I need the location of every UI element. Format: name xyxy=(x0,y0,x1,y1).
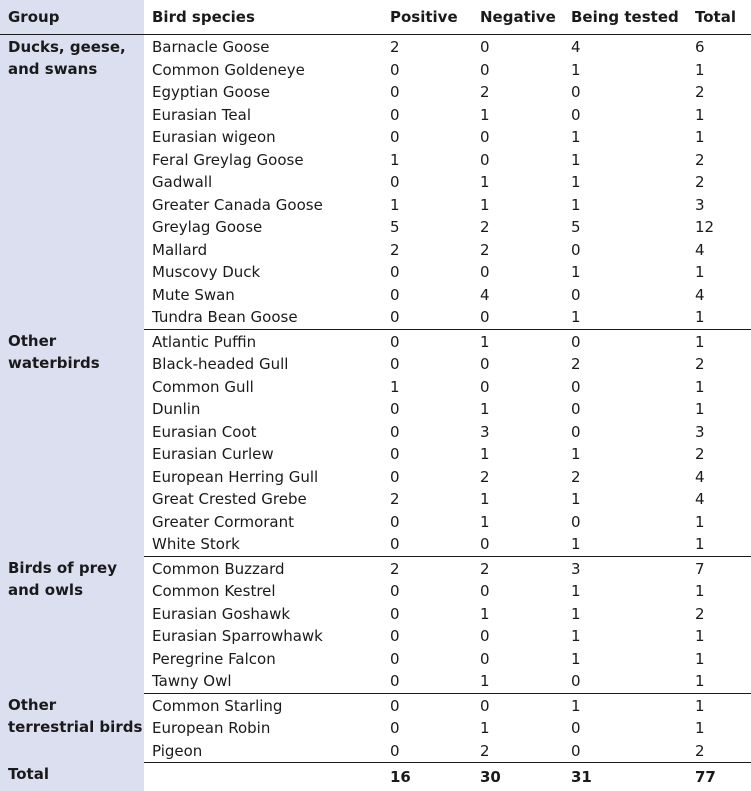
total-cell: 4 xyxy=(687,239,751,262)
negative-cell: 0 xyxy=(472,59,563,82)
positive-cell: 0 xyxy=(382,353,472,376)
positive-cell: 5 xyxy=(382,216,472,239)
being-tested-cell: 1 xyxy=(563,603,687,626)
totals-negative: 30 xyxy=(472,763,563,791)
positive-cell: 0 xyxy=(382,466,472,489)
positive-cell: 0 xyxy=(382,533,472,556)
being-tested-cell: 1 xyxy=(563,126,687,149)
being-tested-cell: 0 xyxy=(563,104,687,127)
species-cell: Common Gull xyxy=(144,376,382,399)
positive-cell: 0 xyxy=(382,59,472,82)
total-cell: 1 xyxy=(687,717,751,740)
positive-cell: 0 xyxy=(382,580,472,603)
species-cell: Feral Greylag Goose xyxy=(144,149,382,172)
species-cell: Eurasian Coot xyxy=(144,421,382,444)
positive-cell: 0 xyxy=(382,126,472,149)
being-tested-cell: 1 xyxy=(563,580,687,603)
being-tested-cell: 1 xyxy=(563,261,687,284)
table-row xyxy=(0,329,751,353)
negative-cell: 1 xyxy=(472,603,563,626)
header-total: Total xyxy=(687,0,751,35)
negative-cell: 0 xyxy=(472,376,563,399)
positive-cell: 0 xyxy=(382,398,472,421)
being-tested-cell: 0 xyxy=(563,81,687,104)
header-species: Bird species xyxy=(144,0,382,35)
table-row xyxy=(0,693,751,717)
being-tested-cell: 1 xyxy=(563,149,687,172)
negative-cell: 1 xyxy=(472,511,563,534)
being-tested-cell: 2 xyxy=(563,353,687,376)
total-cell: 1 xyxy=(687,580,751,603)
total-cell: 2 xyxy=(687,81,751,104)
species-cell: Eurasian Teal xyxy=(144,104,382,127)
being-tested-cell: 1 xyxy=(563,693,687,717)
total-cell: 2 xyxy=(687,353,751,376)
totals-blank-cell xyxy=(144,763,382,791)
negative-cell: 0 xyxy=(472,625,563,648)
species-cell: European Herring Gull xyxy=(144,466,382,489)
species-cell: Great Crested Grebe xyxy=(144,488,382,511)
negative-cell: 1 xyxy=(472,398,563,421)
negative-cell: 0 xyxy=(472,353,563,376)
negative-cell: 1 xyxy=(472,171,563,194)
species-cell: White Stork xyxy=(144,533,382,556)
total-cell: 1 xyxy=(687,533,751,556)
species-cell: Greylag Goose xyxy=(144,216,382,239)
positive-cell: 1 xyxy=(382,149,472,172)
positive-cell: 0 xyxy=(382,603,472,626)
total-cell: 2 xyxy=(687,443,751,466)
negative-cell: 1 xyxy=(472,194,563,217)
being-tested-cell: 1 xyxy=(563,443,687,466)
species-cell: Eurasian Goshawk xyxy=(144,603,382,626)
group-label: Other terrestrial birds xyxy=(0,693,144,763)
being-tested-cell: 5 xyxy=(563,216,687,239)
species-cell: Greater Canada Goose xyxy=(144,194,382,217)
species-cell: Eurasian Sparrowhawk xyxy=(144,625,382,648)
being-tested-cell: 0 xyxy=(563,511,687,534)
species-cell: Egyptian Goose xyxy=(144,81,382,104)
negative-cell: 2 xyxy=(472,216,563,239)
species-cell: Black-headed Gull xyxy=(144,353,382,376)
total-cell: 2 xyxy=(687,740,751,763)
negative-cell: 1 xyxy=(472,329,563,353)
being-tested-cell: 4 xyxy=(563,35,687,59)
total-cell: 1 xyxy=(687,648,751,671)
species-cell: Greater Cormorant xyxy=(144,511,382,534)
group-section xyxy=(0,693,751,763)
negative-cell: 1 xyxy=(472,443,563,466)
total-cell: 4 xyxy=(687,466,751,489)
positive-cell: 0 xyxy=(382,648,472,671)
being-tested-cell: 0 xyxy=(563,284,687,307)
total-cell: 1 xyxy=(687,59,751,82)
being-tested-cell: 0 xyxy=(563,239,687,262)
positive-cell: 0 xyxy=(382,670,472,693)
total-cell: 4 xyxy=(687,488,751,511)
negative-cell: 0 xyxy=(472,693,563,717)
total-cell: 3 xyxy=(687,194,751,217)
positive-cell: 0 xyxy=(382,306,472,329)
positive-cell: 0 xyxy=(382,740,472,763)
positive-cell: 0 xyxy=(382,171,472,194)
group-label: Birds of prey and owls xyxy=(0,556,144,693)
negative-cell: 0 xyxy=(472,306,563,329)
header-negative: Negative xyxy=(472,0,563,35)
header-being-tested: Being tested xyxy=(563,0,687,35)
being-tested-cell: 1 xyxy=(563,625,687,648)
negative-cell: 4 xyxy=(472,284,563,307)
total-cell: 1 xyxy=(687,511,751,534)
being-tested-cell: 0 xyxy=(563,421,687,444)
being-tested-cell: 0 xyxy=(563,376,687,399)
negative-cell: 1 xyxy=(472,488,563,511)
being-tested-cell: 1 xyxy=(563,194,687,217)
total-cell: 1 xyxy=(687,693,751,717)
positive-cell: 0 xyxy=(382,261,472,284)
group-section xyxy=(0,329,751,556)
species-cell: European Robin xyxy=(144,717,382,740)
negative-cell: 0 xyxy=(472,35,563,59)
positive-cell: 0 xyxy=(382,511,472,534)
being-tested-cell: 1 xyxy=(563,59,687,82)
species-cell: Barnacle Goose xyxy=(144,35,382,59)
positive-cell: 0 xyxy=(382,104,472,127)
being-tested-cell: 1 xyxy=(563,306,687,329)
species-cell: Common Kestrel xyxy=(144,580,382,603)
being-tested-cell: 0 xyxy=(563,717,687,740)
species-cell: Tundra Bean Goose xyxy=(144,306,382,329)
species-cell: Mallard xyxy=(144,239,382,262)
negative-cell: 0 xyxy=(472,533,563,556)
total-cell: 2 xyxy=(687,171,751,194)
being-tested-cell: 0 xyxy=(563,329,687,353)
species-cell: Mute Swan xyxy=(144,284,382,307)
table-row xyxy=(0,35,751,59)
group-label: Ducks, geese, and swans xyxy=(0,35,144,330)
positive-cell: 2 xyxy=(382,239,472,262)
negative-cell: 1 xyxy=(472,670,563,693)
negative-cell: 0 xyxy=(472,580,563,603)
totals-label: Total xyxy=(0,763,144,791)
positive-cell: 0 xyxy=(382,717,472,740)
total-cell: 1 xyxy=(687,625,751,648)
species-cell: Tawny Owl xyxy=(144,670,382,693)
header-row xyxy=(0,0,751,35)
species-cell: Atlantic Puffin xyxy=(144,329,382,353)
positive-cell: 1 xyxy=(382,376,472,399)
group-label: Other waterbirds xyxy=(0,329,144,556)
negative-cell: 2 xyxy=(472,81,563,104)
positive-cell: 0 xyxy=(382,421,472,444)
species-cell: Muscovy Duck xyxy=(144,261,382,284)
positive-cell: 1 xyxy=(382,194,472,217)
total-cell: 4 xyxy=(687,284,751,307)
total-cell: 1 xyxy=(687,329,751,353)
being-tested-cell: 0 xyxy=(563,398,687,421)
totals-total: 77 xyxy=(687,763,751,791)
positive-cell: 0 xyxy=(382,443,472,466)
negative-cell: 0 xyxy=(472,648,563,671)
negative-cell: 2 xyxy=(472,556,563,580)
species-cell: Gadwall xyxy=(144,171,382,194)
total-cell: 1 xyxy=(687,376,751,399)
species-cell: Common Starling xyxy=(144,693,382,717)
species-cell: Dunlin xyxy=(144,398,382,421)
total-cell: 2 xyxy=(687,149,751,172)
species-cell: Eurasian wigeon xyxy=(144,126,382,149)
group-section xyxy=(0,556,751,693)
being-tested-cell: 0 xyxy=(563,670,687,693)
species-cell: Common Goldeneye xyxy=(144,59,382,82)
negative-cell: 2 xyxy=(472,740,563,763)
total-cell: 1 xyxy=(687,306,751,329)
species-cell: Eurasian Curlew xyxy=(144,443,382,466)
negative-cell: 2 xyxy=(472,239,563,262)
totals-positive: 16 xyxy=(382,763,472,791)
totals-being-tested: 31 xyxy=(563,763,687,791)
positive-cell: 2 xyxy=(382,556,472,580)
total-cell: 3 xyxy=(687,421,751,444)
total-cell: 1 xyxy=(687,398,751,421)
total-cell: 1 xyxy=(687,104,751,127)
negative-cell: 0 xyxy=(472,149,563,172)
species-cell: Peregrine Falcon xyxy=(144,648,382,671)
total-cell: 6 xyxy=(687,35,751,59)
species-cell: Pigeon xyxy=(144,740,382,763)
total-cell: 7 xyxy=(687,556,751,580)
negative-cell: 2 xyxy=(472,466,563,489)
negative-cell: 1 xyxy=(472,104,563,127)
negative-cell: 3 xyxy=(472,421,563,444)
total-cell: 12 xyxy=(687,216,751,239)
positive-cell: 0 xyxy=(382,81,472,104)
group-section xyxy=(0,35,751,330)
positive-cell: 2 xyxy=(382,488,472,511)
being-tested-cell: 1 xyxy=(563,171,687,194)
positive-cell: 0 xyxy=(382,329,472,353)
total-cell: 1 xyxy=(687,261,751,284)
positive-cell: 0 xyxy=(382,284,472,307)
being-tested-cell: 2 xyxy=(563,466,687,489)
negative-cell: 0 xyxy=(472,261,563,284)
header-group: Group xyxy=(0,0,144,35)
negative-cell: 0 xyxy=(472,126,563,149)
being-tested-cell: 1 xyxy=(563,488,687,511)
being-tested-cell: 1 xyxy=(563,648,687,671)
header-positive: Positive xyxy=(382,0,472,35)
total-cell: 2 xyxy=(687,603,751,626)
species-cell: Common Buzzard xyxy=(144,556,382,580)
being-tested-cell: 3 xyxy=(563,556,687,580)
totals-row xyxy=(0,763,751,791)
being-tested-cell: 0 xyxy=(563,740,687,763)
positive-cell: 0 xyxy=(382,693,472,717)
table-row xyxy=(0,556,751,580)
total-cell: 1 xyxy=(687,126,751,149)
being-tested-cell: 1 xyxy=(563,533,687,556)
positive-cell: 0 xyxy=(382,625,472,648)
total-cell: 1 xyxy=(687,670,751,693)
negative-cell: 1 xyxy=(472,717,563,740)
positive-cell: 2 xyxy=(382,35,472,59)
